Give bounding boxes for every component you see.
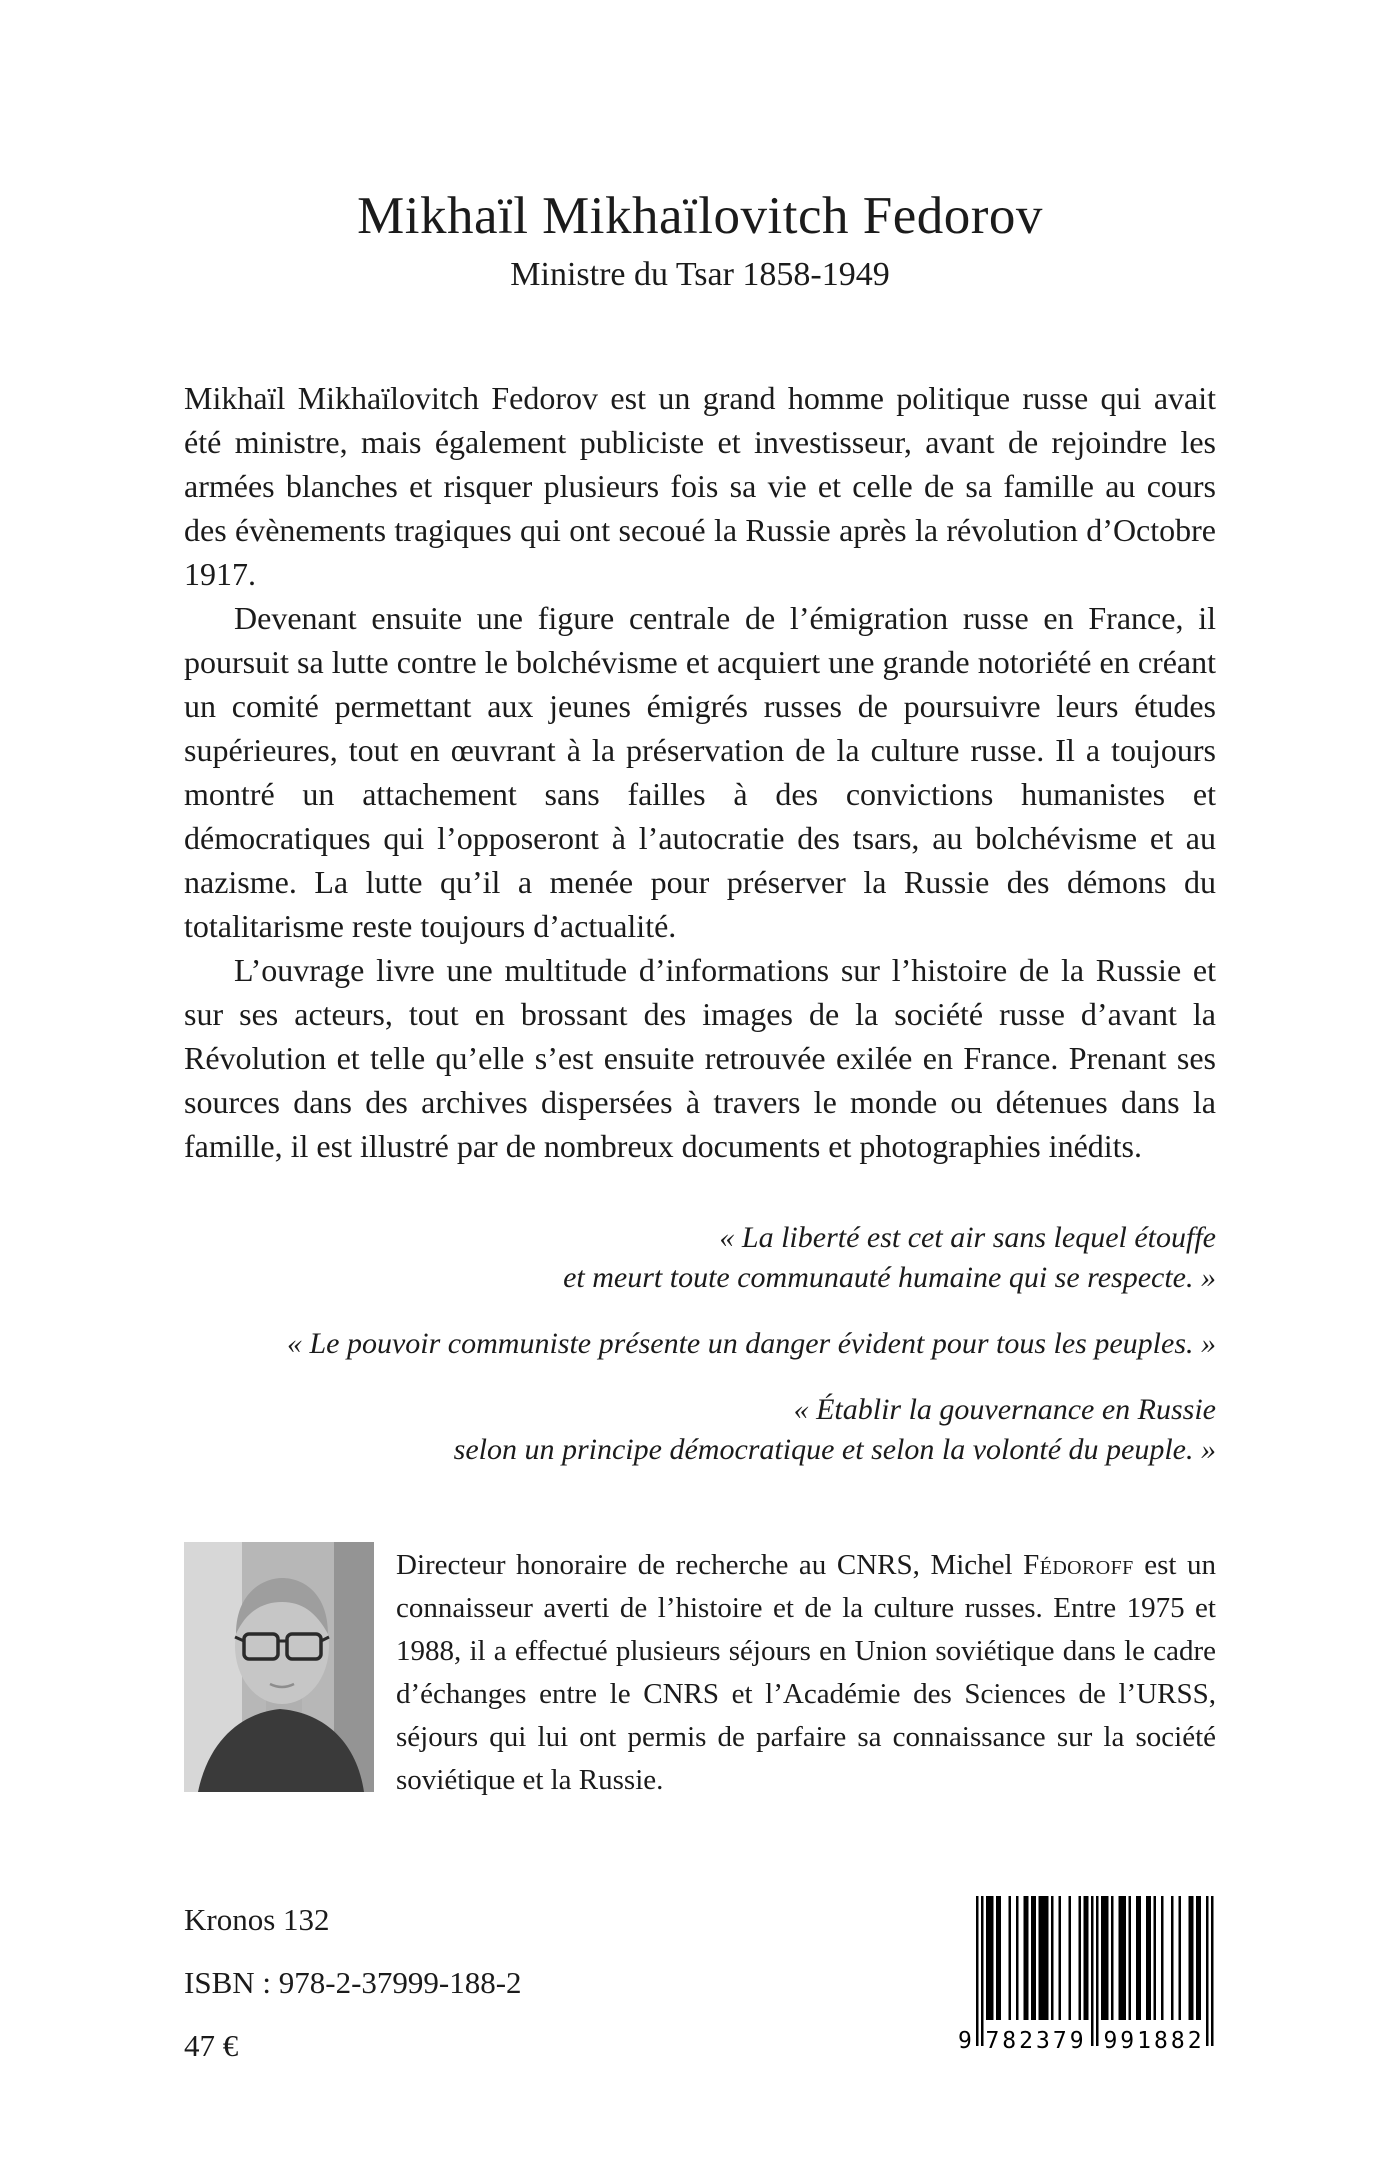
publisher-info [184,1902,522,2091]
quote-3 [184,1390,1216,1470]
isbn-label: ISBN : 978-2-37999-188-2 [184,1965,522,2000]
barcode-digit-left: 9 [958,2028,972,2054]
bio-text-after: est un connaisseur averti de l’histoire et de la culture russes. Entre 1975 et 1988, il a effectué plusieurs séjours en Union soviétique dans le cadre d’échanges entre le CNRS et l’Académie des Sciences de l’URSS, séjours qui lui ont permis de parfaire sa connaissance sur la société soviétique et la Russie. [396,1549,1216,1796]
quote-1 [184,1218,1216,1298]
quotes-section [184,1218,1216,1470]
quote-3-line-2: selon un principe démocratique et selon la volonté du peuple. » [453,1433,1216,1466]
price-label: 47 € [184,2028,239,2063]
barcode [958,1896,1216,2080]
author-bio-section [184,1542,1216,1802]
book-subtitle: Ministre du Tsar 1858-1949 [510,256,890,293]
author-name: Fédoroff [1023,1549,1134,1581]
collection-label: Kronos 132 [184,1902,330,1937]
quote-1-line-1: « La liberté est cet air sans lequel étouffe [719,1221,1216,1254]
synopsis-paragraph-2: Devenant ensuite une figure centrale de l’émigration russe en France, il poursuit sa lutte contre le bolchévisme et acquiert une grande notoriété en créant un comité permettant aux jeunes émigrés russes de poursuivre leurs études supérieures, tout en œuvrant à la préservation de la culture russe. Il a toujours montré un attachement sans failles à des convictions humanistes et démocratiques qui l’opposeront à l’autocratie des tsars, au bolchévisme et au nazisme. La lutte qu’il a menée pour préserver la Russie des démons du totalitarisme reste toujours d’actualité. [184,600,1216,944]
bio-text-before: Directeur honoraire de recherche au CNRS, Michel [396,1549,1024,1581]
quote-1-line-2: et meurt toute communauté humaine qui se respecte. » [563,1261,1216,1294]
quote-3-line-1: « Établir la gouvernance en Russie [793,1393,1216,1426]
synopsis-paragraph-1: Mikhaïl Mikhaïlovitch Fedorov est un grand homme politique russe qui avait été ministre, mais également publiciste et investisseur, avant de rejoindre les armées blanches et risquer plusieurs fois sa vie et celle de sa famille au cours des évènements tragiques qui ont secoué la Russie après la révolution d’Octobre 1917. [184,380,1216,592]
author-portrait-image [184,1542,374,1792]
synopsis-paragraph-3: L’ouvrage livre une multitude d’informations sur l’histoire de la Russie et sur ses acteurs, tout en brossant des images de la société russe d’avant la Révolution et telle qu’elle s’est ensuite retrouvée exilée en France. Prenant ses sources dans des archives dispersées à travers le monde ou détenues dans la famille, il est illustré par de nombreux documents et photographies inédits. [184,952,1216,1164]
barcode-digit-group-1: 782379 [985,2028,1087,2054]
quote-2-line-1: « Le pouvoir communiste présente un danger évident pour tous les peuples. » [286,1327,1216,1360]
barcode-bars [976,1896,1214,2046]
author-bio-text [396,1544,1216,1802]
book-title: Mikhaïl Mikhaïlovitch Fedorov [357,187,1043,245]
synopsis [184,376,1216,1168]
barcode-digit-group-2: 991882 [1103,2028,1205,2054]
author-photo [184,1542,374,1792]
quote-2 [184,1324,1216,1364]
